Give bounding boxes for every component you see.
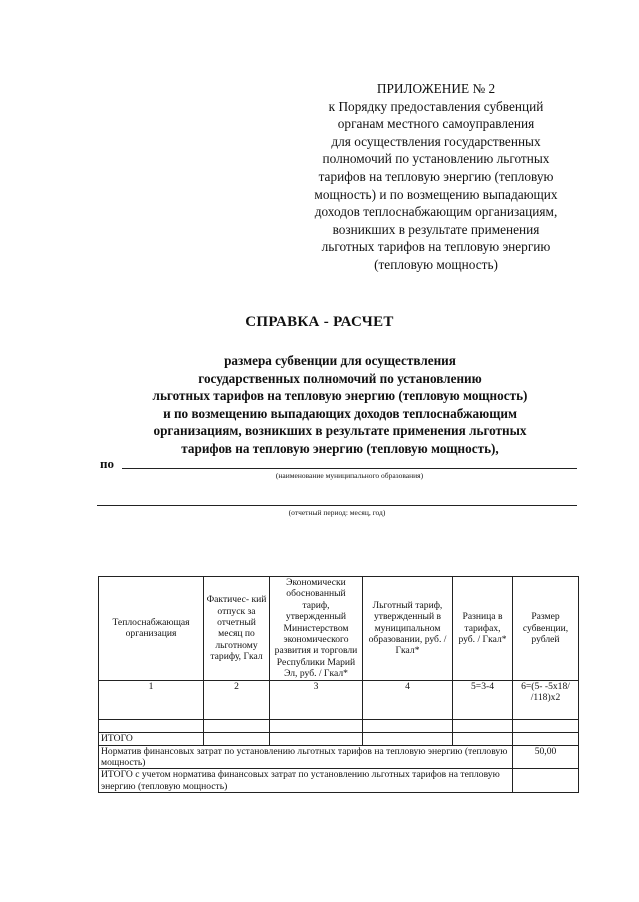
column-number-row — [99, 680, 579, 719]
empty-data-row — [99, 719, 579, 732]
appendix-line-9: возникших в результате применения — [332, 221, 540, 237]
column-number: 6=(5- -5x18/ /118)x2 — [513, 680, 579, 719]
empty-cell — [513, 732, 579, 745]
appendix-header — [276, 80, 596, 274]
subtitle-line-1: размера субвенции для осуществления — [224, 353, 456, 368]
empty-cell — [513, 769, 579, 793]
appendix-line-7: мощность) и по возмещению выпадающих — [314, 186, 558, 202]
header-organization: Теплоснабжающая организация — [99, 577, 204, 681]
total-label: ИТОГО — [99, 732, 204, 745]
period-caption: (отчетный период: месяц, год) — [288, 508, 386, 517]
calculation-table — [98, 576, 579, 793]
header-economic-tariff: Экономически обоснованный тариф, утвержденный Министерством экономического развития и торговли Республики Марий Эл, руб. / Гкал* — [270, 577, 363, 681]
column-number: 4 — [363, 680, 453, 719]
appendix-line-3: органам местного самоуправления — [337, 116, 535, 132]
total-row — [99, 732, 579, 745]
subtitle-line-5: организациям, возникших в результате применения льготных — [153, 423, 527, 439]
column-number: 2 — [204, 680, 270, 719]
subtitle-line-4: и по возмещению выпадающих доходов теплоснабжающим — [163, 405, 517, 421]
column-number: 1 — [99, 680, 204, 719]
appendix-line-11: (тепловую мощность) — [374, 256, 498, 272]
subtitle-line-3: льготных тарифов на тепловую энергию (тепловую мощность) — [152, 388, 528, 404]
empty-cell — [363, 732, 453, 745]
empty-cell — [363, 719, 453, 732]
column-number: 5=3-4 — [453, 680, 513, 719]
appendix-line-10: льготных тарифов на тепловую энергию — [321, 239, 551, 255]
empty-cell — [453, 732, 513, 745]
norm-label: Норматив финансовых затрат по установлению льготных тарифов на тепловую энергию (тепловую мощность) — [99, 745, 513, 769]
appendix-line-1: ПРИЛОЖЕНИЕ № 2 — [376, 81, 496, 96]
empty-cell — [453, 719, 513, 732]
appendix-line-8: доходов теплоснабжающим организациям, — [314, 204, 558, 220]
appendix-line-6: тарифов на тепловую энергию (тепловую — [318, 168, 554, 184]
appendix-line-5: полномочий по установлению льготных — [322, 151, 550, 167]
document-title: СПРАВКА - РАСЧЕТ — [245, 314, 394, 330]
period-blank-line — [97, 505, 577, 506]
empty-cell — [270, 719, 363, 732]
empty-cell — [513, 719, 579, 732]
norm-row — [99, 745, 579, 769]
empty-cell — [99, 719, 204, 732]
final-total-row — [99, 769, 579, 793]
po-label: по — [100, 456, 114, 471]
header-actual-supply: Фактичес- кий отпуск за отчетный месяц по льготному тарифу, Гкал — [204, 577, 270, 681]
municipality-caption: (наименование муниципального образования) — [275, 471, 424, 480]
header-subvention-amount: Размер субвенции, рублей — [513, 577, 579, 681]
appendix-line-4: для осуществления государственных — [331, 133, 541, 149]
subtitle-line-2: государственных полномочий по установлению — [198, 370, 482, 386]
column-number: 3 — [270, 680, 363, 719]
subtitle-line-6: тарифов на тепловую энергию (тепловую мощность), — [181, 440, 499, 456]
empty-cell — [204, 719, 270, 732]
document-subtitle — [60, 352, 620, 458]
header-tariff-difference: Разница в тарифах, руб. / Гкал* — [453, 577, 513, 681]
municipality-blank-line — [122, 468, 577, 469]
appendix-line-2: к Порядку предоставления субвенций — [328, 98, 544, 114]
header-preferential-tariff: Льготный тариф, утвержденный в муниципальном образовании, руб. / Гкал* — [363, 577, 453, 681]
table-header-row — [99, 577, 579, 681]
norm-value: 50,00 — [513, 745, 579, 769]
final-total-label: ИТОГО с учетом норматива финансовых затрат по установлению льготных тарифов на тепловую энергию (тепловую мощность) — [99, 769, 513, 793]
empty-cell — [204, 732, 270, 745]
empty-cell — [270, 732, 363, 745]
